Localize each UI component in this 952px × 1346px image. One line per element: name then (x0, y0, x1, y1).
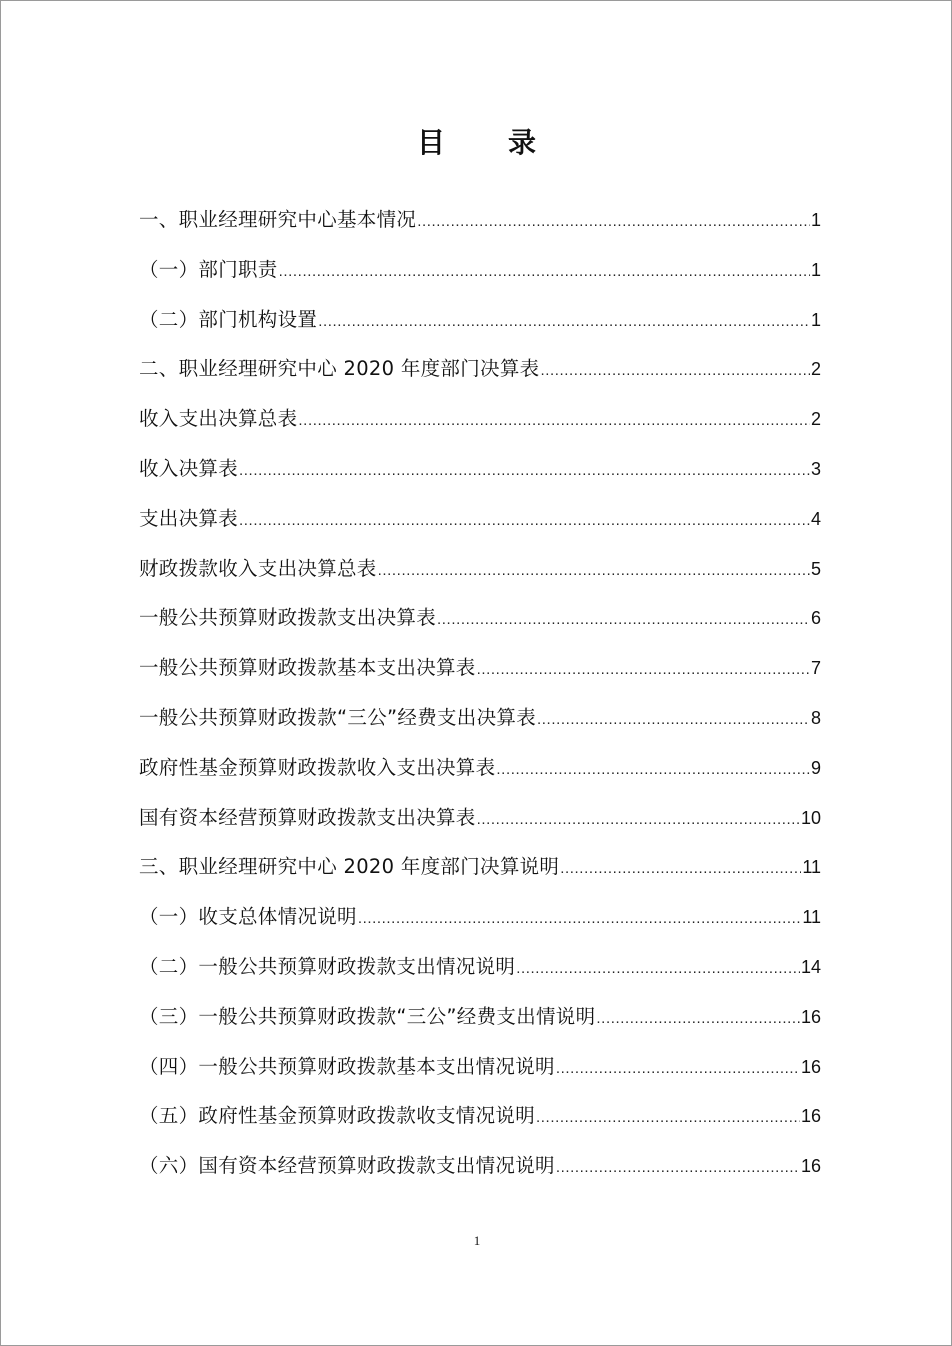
toc-entry-page: 2 (810, 359, 821, 380)
toc-entry-label: （六）国有资本经营预算财政拨款支出情况说明 (139, 1154, 555, 1178)
toc-entry[interactable] (139, 1054, 821, 1107)
toc-entry-label: 三、职业经理研究中心 2020 年度部门决算说明 (139, 855, 560, 879)
toc-leader-dots (279, 264, 810, 279)
toc-entry[interactable] (139, 907, 821, 957)
toc-entry[interactable] (139, 506, 821, 559)
toc-entry[interactable] (139, 658, 821, 708)
toc-entry-label: 一、职业经理研究中心基本情况 (139, 208, 417, 231)
toc-entry[interactable] (139, 755, 821, 808)
toc-leader-dots (298, 413, 810, 428)
toc-leader-dots (378, 563, 810, 578)
toc-leader-dots (477, 812, 800, 827)
toc-entry[interactable] (139, 257, 821, 310)
toc-entry-page: 11 (802, 857, 821, 878)
toc-leader-dots (358, 911, 802, 926)
toc-entry-page: 14 (800, 956, 821, 977)
toc-entry-label: （二）一般公共预算财政拨款支出情况说明 (139, 954, 516, 978)
toc-leader-dots (318, 314, 810, 329)
toc-entry-page: 4 (810, 508, 821, 529)
toc-entry-page: 8 (810, 707, 821, 728)
toc-leader-dots (536, 1110, 800, 1125)
toc-entry[interactable] (139, 608, 821, 658)
toc-leader-dots (239, 463, 810, 478)
toc-entry-page: 1 (810, 210, 821, 230)
toc-entry-page: 16 (800, 1056, 821, 1077)
toc-entry[interactable] (139, 1004, 821, 1057)
toc-title-char-1: 目 (416, 126, 446, 159)
toc-entry-label: 收入支出决算总表 (139, 407, 298, 431)
toc-entry-label: （一）收支总体情况说明 (139, 905, 357, 929)
toc-entry-page: 11 (802, 907, 821, 928)
toc-leader-dots (540, 363, 810, 378)
toc-entry[interactable] (139, 556, 821, 609)
toc-leader-dots (596, 1011, 800, 1026)
toc-entry-label: 国有资本经营预算财政拨款支出决算表 (139, 805, 476, 829)
toc-entry[interactable] (139, 456, 821, 509)
toc-entry-page: 16 (800, 1006, 821, 1027)
table-of-contents (139, 210, 821, 1206)
toc-entry[interactable] (139, 705, 821, 758)
toc-entry[interactable] (139, 954, 821, 1007)
toc-entry-label: （二）部门机构设置 (139, 307, 318, 331)
toc-entry[interactable] (139, 359, 821, 409)
toc-entry-page: 10 (800, 807, 821, 828)
toc-entry-label: （五）政府性基金预算财政拨款收支情况说明 (139, 1104, 536, 1128)
toc-leader-dots (239, 513, 810, 528)
toc-entry-page: 16 (800, 1106, 821, 1127)
toc-entry-label: 二、职业经理研究中心 2020 年度部门决算表 (139, 357, 540, 381)
toc-title-char-2: 录 (508, 126, 538, 159)
toc-title (1, 121, 952, 161)
toc-entry-label: 政府性基金预算财政拨款收入支出决算表 (139, 755, 496, 779)
toc-leader-dots (560, 861, 801, 876)
toc-entry-page: 5 (810, 558, 821, 579)
toc-leader-dots (477, 662, 810, 677)
toc-entry-label: （一）部门职责 (139, 257, 278, 281)
toc-entry[interactable] (139, 857, 821, 907)
toc-entry-label: 支出决算表 (139, 506, 239, 530)
toc-leader-dots (496, 762, 810, 777)
toc-leader-dots (556, 1160, 800, 1175)
toc-entry-label: 财政拨款收入支出决算总表 (139, 556, 377, 580)
toc-entry[interactable] (139, 307, 821, 360)
toc-entry[interactable] (139, 210, 821, 260)
toc-entry[interactable] (139, 1106, 821, 1156)
page-number: 1 (473, 1233, 481, 1248)
toc-entry-label: 一般公共预算财政拨款“三公”经费支出决算表 (139, 705, 537, 729)
toc-entry-label: （四）一般公共预算财政拨款基本支出情况说明 (139, 1054, 555, 1078)
toc-leader-dots (437, 612, 810, 627)
toc-entry-label: 一般公共预算财政拨款支出决算表 (139, 606, 437, 630)
toc-entry[interactable] (139, 1156, 821, 1206)
toc-entry-page: 7 (810, 658, 821, 679)
toc-leader-dots (417, 214, 810, 229)
toc-leader-dots (556, 1061, 800, 1076)
toc-entry-page: 16 (800, 1156, 821, 1177)
toc-entry-label: （三）一般公共预算财政拨款“三公”经费支出情说明 (139, 1004, 596, 1028)
toc-entry[interactable] (139, 409, 821, 459)
toc-entry-page: 1 (810, 309, 821, 330)
toc-entry-page: 3 (810, 458, 821, 479)
toc-entry-label: 一般公共预算财政拨款基本支出决算表 (139, 656, 476, 680)
toc-entry[interactable] (139, 805, 821, 858)
toc-entry-page: 1 (810, 259, 821, 280)
toc-entry-page: 2 (810, 409, 821, 430)
toc-leader-dots (516, 961, 800, 976)
toc-entry-page: 6 (810, 608, 821, 629)
toc-leader-dots (537, 712, 810, 727)
toc-entry-page: 9 (810, 757, 821, 778)
toc-entry-label: 收入决算表 (139, 456, 239, 480)
